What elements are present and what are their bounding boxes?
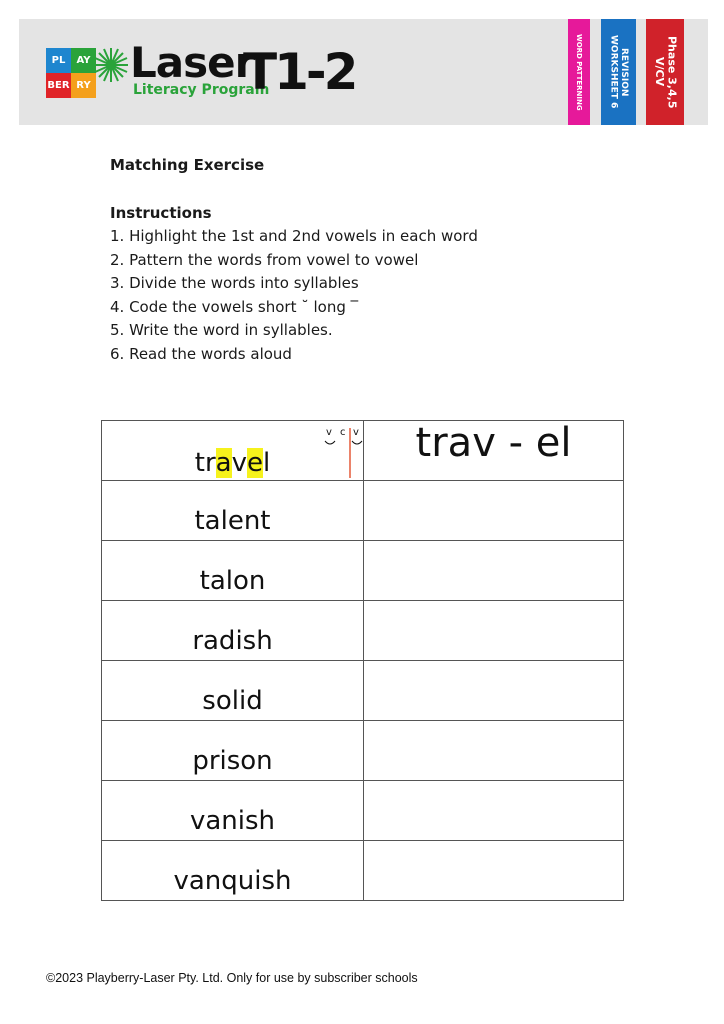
- word-cell: [102, 781, 364, 841]
- instruction-item: 3. Divide the words into syllables: [110, 274, 359, 292]
- answer-cell[interactable]: [364, 781, 624, 841]
- example-answer: trav - el: [415, 419, 572, 466]
- example-word-cell: [102, 421, 364, 481]
- tab-revision-worksheet: [601, 19, 636, 125]
- word-cell: [102, 481, 364, 541]
- playberry-puzzle-logo: [46, 48, 96, 98]
- word: radish: [192, 625, 273, 656]
- instruction-item: 1. Highlight the 1st and 2nd vowels in each word: [110, 227, 478, 245]
- table-row: [102, 781, 624, 841]
- instruction-item: 2. Pattern the words from vowel to vowel: [110, 250, 419, 269]
- puzzle-piece-green: AY: [71, 48, 96, 73]
- instructions-block: [110, 154, 670, 366]
- tab-phase-label: [652, 36, 677, 108]
- table-row: [102, 721, 624, 781]
- puzzle-piece-orange: RY: [71, 73, 96, 98]
- word: prison: [192, 745, 273, 776]
- answer-cell[interactable]: [364, 661, 624, 721]
- logo-subtitle: Literacy Program: [133, 82, 270, 98]
- instruction-item: 4. Code the vowels short ˘ long ‾: [110, 297, 359, 316]
- tab-phase: [646, 19, 684, 125]
- highlighted-vowel: e: [246, 447, 263, 478]
- answer-cell[interactable]: [364, 481, 624, 541]
- tab-revision-line2: WORKSHEET 6: [608, 35, 619, 109]
- instruction-item: 5. Write the word in syllables.: [110, 321, 333, 339]
- tab-word-patterning: [568, 19, 590, 125]
- tab-revision-line1: REVISION: [618, 47, 629, 97]
- word: solid: [202, 685, 263, 716]
- word: vanquish: [173, 865, 292, 896]
- copyright-footer: ©2023 Playberry-Laser Pty. Ltd. Only for use by subscriber schools: [46, 971, 418, 985]
- table-row: [102, 601, 624, 661]
- consonant-mark: c: [340, 427, 346, 438]
- answer-cell[interactable]: [364, 721, 624, 781]
- word: talent: [194, 505, 271, 536]
- instruction-item: 6. Read the words aloud: [110, 344, 292, 363]
- tab-revision-label: [608, 35, 629, 108]
- page-title: Matching Exercise: [110, 156, 265, 174]
- word: vanish: [189, 805, 276, 836]
- tab-phase-line1: Phase 3,4,5: [665, 35, 679, 109]
- level-label: T1-2: [243, 43, 356, 101]
- example-word: [195, 448, 270, 478]
- word-cell: [102, 661, 364, 721]
- puzzle-piece-red: BER: [46, 73, 71, 98]
- table-row: [102, 661, 624, 721]
- answer-cell[interactable]: [364, 601, 624, 661]
- matching-table: [101, 420, 624, 901]
- answer-cell[interactable]: [364, 841, 624, 901]
- logo-wordmark: Laser: [130, 38, 255, 87]
- word-segment: l: [262, 447, 271, 478]
- laser-burst-icon: [92, 46, 130, 84]
- word-cell: [102, 541, 364, 601]
- vowel-mark: v: [326, 427, 332, 438]
- word-cell: [102, 601, 364, 661]
- instructions-heading: Instructions: [110, 203, 212, 222]
- table-row-example: [102, 421, 624, 481]
- table-row: [102, 541, 624, 601]
- word: talon: [199, 565, 266, 596]
- tab-phase-line2: V/CV: [653, 57, 666, 87]
- word-segment: tr: [194, 447, 216, 478]
- highlighted-vowel: a: [215, 447, 232, 478]
- puzzle-piece-blue: PL: [46, 48, 71, 73]
- example-answer-cell: [364, 421, 624, 481]
- word-cell: [102, 841, 364, 901]
- table-row: [102, 481, 624, 541]
- word-cell: [102, 721, 364, 781]
- tab-word-patterning-label: WORD PATTERNING: [575, 33, 584, 111]
- word-segment: v: [231, 447, 247, 478]
- table-row: [102, 841, 624, 901]
- vowel-mark: v: [353, 427, 359, 438]
- answer-cell[interactable]: [364, 541, 624, 601]
